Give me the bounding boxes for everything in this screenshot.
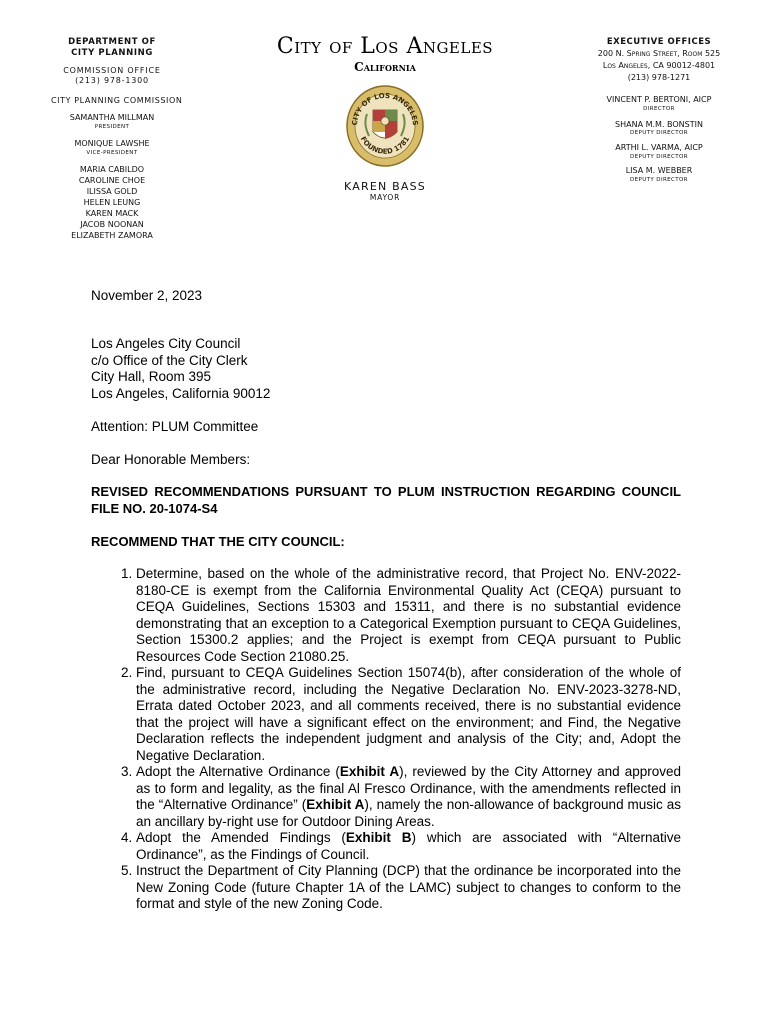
staff-role: DEPUTY DIRECTOR: [629, 130, 689, 136]
exhibit-ref: Exhibit A: [306, 797, 365, 812]
recommendation-item: 3. Adopt the Alternative Ordinance (Exhibit A), reviewed by the City Attorney and approved as to form and legality, as the final Al Fresco Ordinance, with the amendments reflected in the “Alternative Ordinance” (Exhibit A), namely the non-allowance of background music as an ancillary by-right use for Outdoor Dining Areas.: [136, 764, 681, 830]
address-line-2: Los Angeles, CA 90012-4801: [602, 61, 716, 70]
recipient-address: [91, 336, 681, 402]
member-role: VICE-PRESIDENT: [86, 150, 138, 156]
attention-line: Attention: PLUM Committee: [91, 419, 259, 434]
member-name: SAMANTHA MILLMAN: [69, 113, 155, 122]
seal-top-text: CITY OF LOS ANGELES: [350, 91, 420, 126]
exhibit-ref: Exhibit B: [345, 830, 412, 845]
staff-role: DEPUTY DIRECTOR: [629, 177, 689, 183]
address-line: Los Angeles City Council: [91, 336, 241, 351]
staff-name: SHANA M.M. BONSTIN: [615, 120, 703, 129]
staff-name: ARTHI L. VARMA, AICP: [615, 143, 703, 152]
member-name: ELIZABETH ZAMORA: [71, 231, 153, 240]
dept-line-2: CITY PLANNING: [71, 48, 153, 58]
address-line: City Hall, Room 395: [91, 369, 212, 384]
staff-name: VINCENT P. BERTONI, AICP: [606, 95, 712, 104]
city-title: City of Los Angeles: [276, 34, 494, 59]
mayor-title: MAYOR: [369, 193, 401, 202]
subject-heading: REVISED RECOMMENDATIONS PURSUANT TO PLUM INSTRUCTION REGARDING COUNCIL FILE NO. 20-1074-S4: [91, 484, 681, 516]
salutation: Dear Honorable Members:: [91, 452, 251, 467]
exec-phone: (213) 978-1271: [627, 73, 691, 82]
member-name: KAREN MACK: [85, 209, 139, 218]
recommendations-list: [91, 566, 681, 913]
member-name: MONIQUE LAWSHE: [74, 139, 150, 148]
recommendation-item: 2. Find, pursuant to CEQA Guidelines Section 15074(b), after consideration of the whole of the administrative record, including the Negative Declaration No. ENV-2023-3278-ND, Errata dated October 2023, and all comments received, there is no substantial evidence that the project will have a significant effect on the environment; and Find, the Negative Declaration reflects the independent judgment and analysis of the City; and, Adopt the Negative Declaration.: [136, 665, 681, 764]
office-phone: (213) 978-1300: [75, 76, 149, 85]
member-name: HELEN LEUNG: [83, 198, 141, 207]
exhibit-ref: Exhibit A: [339, 764, 400, 779]
staff-role: DEPUTY DIRECTOR: [629, 154, 689, 160]
seal-bottom-text: FOUNDED 1781: [358, 135, 412, 156]
address-line-1: 200 N. Spring Street, Room 525: [597, 49, 721, 58]
dept-line-1: DEPARTMENT OF: [68, 37, 156, 47]
city-subtitle: California: [354, 60, 416, 74]
recommend-heading: RECOMMEND THAT THE CITY COUNCIL:: [91, 534, 345, 549]
executive-offices-title: EXECUTIVE OFFICES: [606, 37, 712, 47]
member-name: JACOB NOONAN: [80, 220, 144, 229]
member-role: PRESIDENT: [94, 124, 130, 130]
mayor-name: KAREN BASS: [344, 180, 426, 193]
staff-name: LISA M. WEBBER: [625, 166, 693, 175]
recommendation-item: 5. Instruct the Department of City Planning (DCP) that the ordinance be incorporated into the New Zoning Code (future Chapter 1A of the LAMC) subject to changes to conform to the format and style of the new Zoning Code.: [136, 863, 681, 913]
member-name: CAROLINE CHOE: [78, 176, 146, 185]
address-line: Los Angeles, California 90012: [91, 385, 271, 401]
department-name: [48, 37, 176, 59]
letter-date: November 2, 2023: [91, 288, 203, 303]
city-seal-icon: [345, 84, 425, 168]
staff-role: DIRECTOR: [643, 106, 675, 112]
recommendation-item: 4. Adopt the Amended Findings (Exhibit B) which are associated with “Alternative Ordinance”, as the Findings of Council.: [136, 830, 681, 863]
address-line: c/o Office of the City Clerk: [91, 352, 248, 368]
commission-heading: CITY PLANNING COMMISSION: [51, 96, 183, 105]
office-label: COMMISSION OFFICE: [63, 66, 161, 75]
member-name: ILISSA GOLD: [86, 187, 138, 196]
commission-office: [48, 66, 176, 86]
member-name: MARIA CABILDO: [79, 165, 145, 174]
recommendation-item: 1. Determine, based on the whole of the administrative record, that Project No. ENV-2022-8180-CE is exempt from the California Environmental Quality Act (CEQA) pursuant to CEQA Guidelines, Sections 15303 and 15311, and there is no substantial evidence demonstrating that an exception to a Categorical Exemption pursuant to CEQA Guidelines, Section 15300.2 applies; and the Project is exempt from CEQA pursuant to Public Resources Code Section 21080.25.: [136, 566, 681, 665]
